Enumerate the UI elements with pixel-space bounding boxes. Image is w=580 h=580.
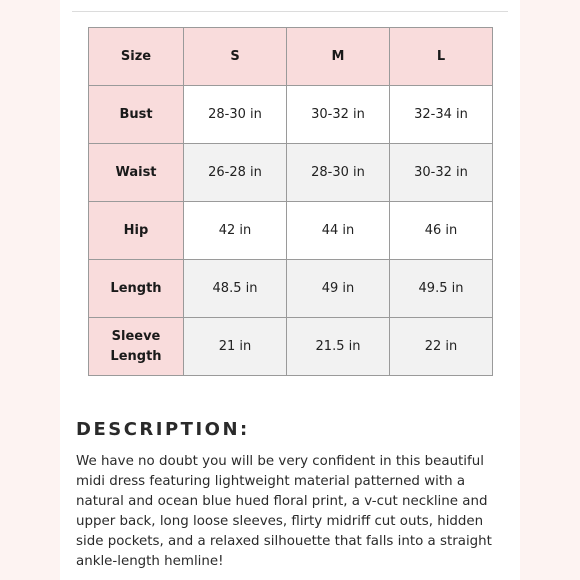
table-cell: 28-30 in bbox=[184, 86, 287, 144]
table-cell: 46 in bbox=[390, 202, 493, 260]
table-cell: 49.5 in bbox=[390, 260, 493, 318]
table-cell: 22 in bbox=[390, 318, 493, 376]
table-cell: 44 in bbox=[287, 202, 390, 260]
row-label-hip: Hip bbox=[89, 202, 184, 260]
header-size-label: Size bbox=[89, 28, 184, 86]
divider bbox=[72, 11, 508, 12]
table-cell: 28-30 in bbox=[287, 144, 390, 202]
table-cell: 42 in bbox=[184, 202, 287, 260]
table-cell: 30-32 in bbox=[287, 86, 390, 144]
row-label-line: Length bbox=[110, 348, 162, 364]
table-cell: 21.5 in bbox=[287, 318, 390, 376]
table-row-hip bbox=[89, 202, 493, 260]
table-cell: 21 in bbox=[184, 318, 287, 376]
row-label-line: Sleeve bbox=[111, 328, 161, 344]
row-label-sleeve-length bbox=[89, 318, 184, 376]
description-body: We have no doubt you will be very confident in this beautiful midi dress featuring lightweight material patterned with a natural and ocean blue hued floral print, a v-cut neckline and upper back, long loose sleeves, flirty midriff cut outs, hidden side pockets, and a relaxed silhouette that falls into a straight ankle-length hemline! bbox=[76, 454, 492, 569]
header-size-m: M bbox=[287, 28, 390, 86]
size-chart-header-row bbox=[89, 28, 493, 86]
table-cell: 49 in bbox=[287, 260, 390, 318]
table-cell: 30-32 in bbox=[390, 144, 493, 202]
table-row-length bbox=[89, 260, 493, 318]
row-label-bust: Bust bbox=[89, 86, 184, 144]
description-heading: DESCRIPTION: bbox=[76, 419, 250, 440]
header-size-s: S bbox=[184, 28, 287, 86]
table-cell: 32-34 in bbox=[390, 86, 493, 144]
row-label-waist: Waist bbox=[89, 144, 184, 202]
table-row-waist bbox=[89, 144, 493, 202]
size-chart-table bbox=[88, 27, 493, 376]
table-cell: 26-28 in bbox=[184, 144, 287, 202]
row-label-length: Length bbox=[89, 260, 184, 318]
table-row-bust bbox=[89, 86, 493, 144]
table-row-sleeve-length bbox=[89, 318, 493, 376]
header-size-l: L bbox=[390, 28, 493, 86]
product-page bbox=[60, 0, 520, 580]
table-cell: 48.5 in bbox=[184, 260, 287, 318]
